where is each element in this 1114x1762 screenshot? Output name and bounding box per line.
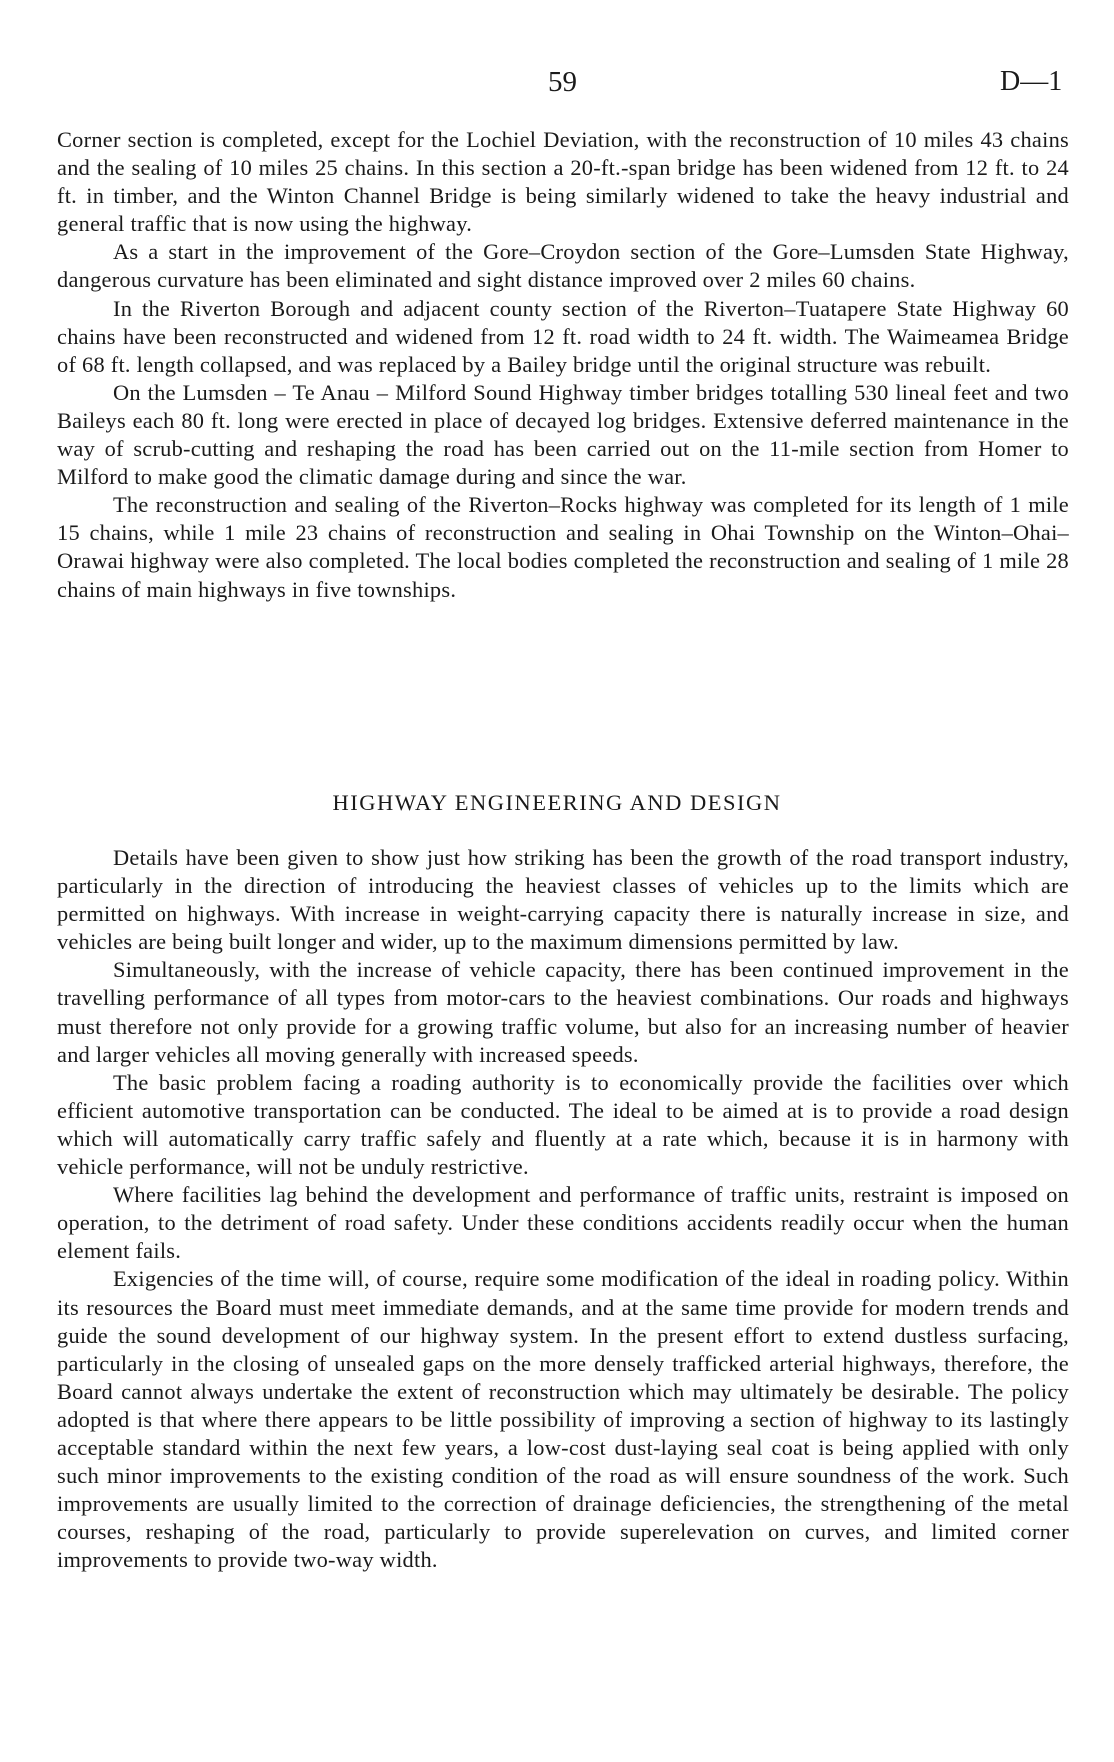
paragraph: As a start in the improvement of the Gore–Croydon section of the Gore–Lumsden State Highway, dangerous curvature has been eliminated and sight distance improved over 2 miles 60 chains. xyxy=(57,239,1069,293)
document-reference: D—1 xyxy=(1000,66,1063,97)
continued-section xyxy=(57,126,1069,604)
paragraph: In the Riverton Borough and adjacent county section of the Riverton–Tuatapere State Highway 60 chains have been reconstructed and widened from 12 ft. road width to 24 ft. width. The Waimeamea Bridge of 68 ft. length collapsed, and was replaced by a Bailey bridge until the original structure was rebuilt. xyxy=(57,295,1069,377)
paragraph: The reconstruction and sealing of the Riverton–Rocks highway was completed for its length of 1 mile 15 chains, while 1 mile 23 chains of reconstruction and sealing in Ohai Township on the Winton–Ohai–Orawai highway were also completed. The local bodies completed the reconstruction and sealing of 1 mile 28 chains of main highways in five townships. xyxy=(57,492,1069,602)
paragraph: Details have been given to show just how striking has been the growth of the road transport industry, particularly in the direction of introducing the heaviest classes of vehicles up to the limits which are permitted on highways. With increase in weight-carrying capacity there is naturally increase in size, and vehicles are being built longer and wider, up to the maximum dimensions permitted by law. xyxy=(57,845,1069,955)
paragraph: Exigencies of the time will, of course, require some modification of the ideal in roading policy. Within its resources the Board must meet immediate demands, and at the same time provide for modern trends and guide the sound development of our highway system. In the present effort to extend dustless surfacing, particularly in the closing of unsealed gaps on the more densely trafficked arterial highways, therefore, the Board cannot always undertake the extent of reconstruction which may ultimately be desirable. The policy adopted is that where there appears to be little possibility of improving a section of highway to its lastingly acceptable standard within the next few years, a low-cost dust-laying seal coat is being applied with only such minor improvements to the existing condition of the road as will ensure soundness of the work. Such improvements are usually limited to the correction of drainage deficiencies, the strengthening of the metal courses, reshaping of the road, particularly to provide superelevation on curves, and limited corner improvements to provide two-way width. xyxy=(57,1266,1069,1573)
paragraph: Where facilities lag behind the development and performance of traffic units, restraint is imposed on operation, to the detriment of road safety. Under these conditions accidents readily occur when the human element fails. xyxy=(57,1182,1069,1264)
paragraph: Corner section is completed, except for the Lochiel Deviation, with the reconstruction of 10 miles 43 chains and the sealing of 10 miles 25 chains. In this section a 20-ft.-span bridge has been widened from 12 ft. to 24 ft. in timber, and the Winton Channel Bridge is being similarly widened to take the heavy industrial and general traffic that is now using the highway. xyxy=(57,127,1069,237)
paragraph: Simultaneously, with the increase of vehicle capacity, there has been continued improvement in the travelling performance of all types from motor-cars to the heaviest combinations. Our roads and highways must therefore not only provide for a growing traffic volume, but also for an increasing number of heavier and larger vehicles all moving generally with increased speeds. xyxy=(57,957,1069,1067)
paragraph: On the Lumsden – Te Anau – Milford Sound Highway timber bridges totalling 530 lineal feet and two Baileys each 80 ft. long were erected in place of decayed log bridges. Extensive deferred maintenance in the way of scrub-cutting and reshaping the road has been carried out on the 11-mile section from Homer to Milford to make good the climatic damage during and since the war. xyxy=(57,379,1069,490)
page-header xyxy=(0,62,1114,102)
page-number: 59 xyxy=(548,66,577,98)
section-heading: HIGHWAY ENGINEERING AND DESIGN xyxy=(332,790,782,815)
paragraph: The basic problem facing a roading authority is to economically provide the facilities over which efficient automotive transportation can be conducted. The ideal to be aimed at is to provide a road design which will automatically carry traffic safely and fluently at a rate which, because it is in harmony with vehicle performance, will not be unduly restrictive. xyxy=(57,1069,1069,1180)
highway-engineering-section xyxy=(57,844,1069,1574)
